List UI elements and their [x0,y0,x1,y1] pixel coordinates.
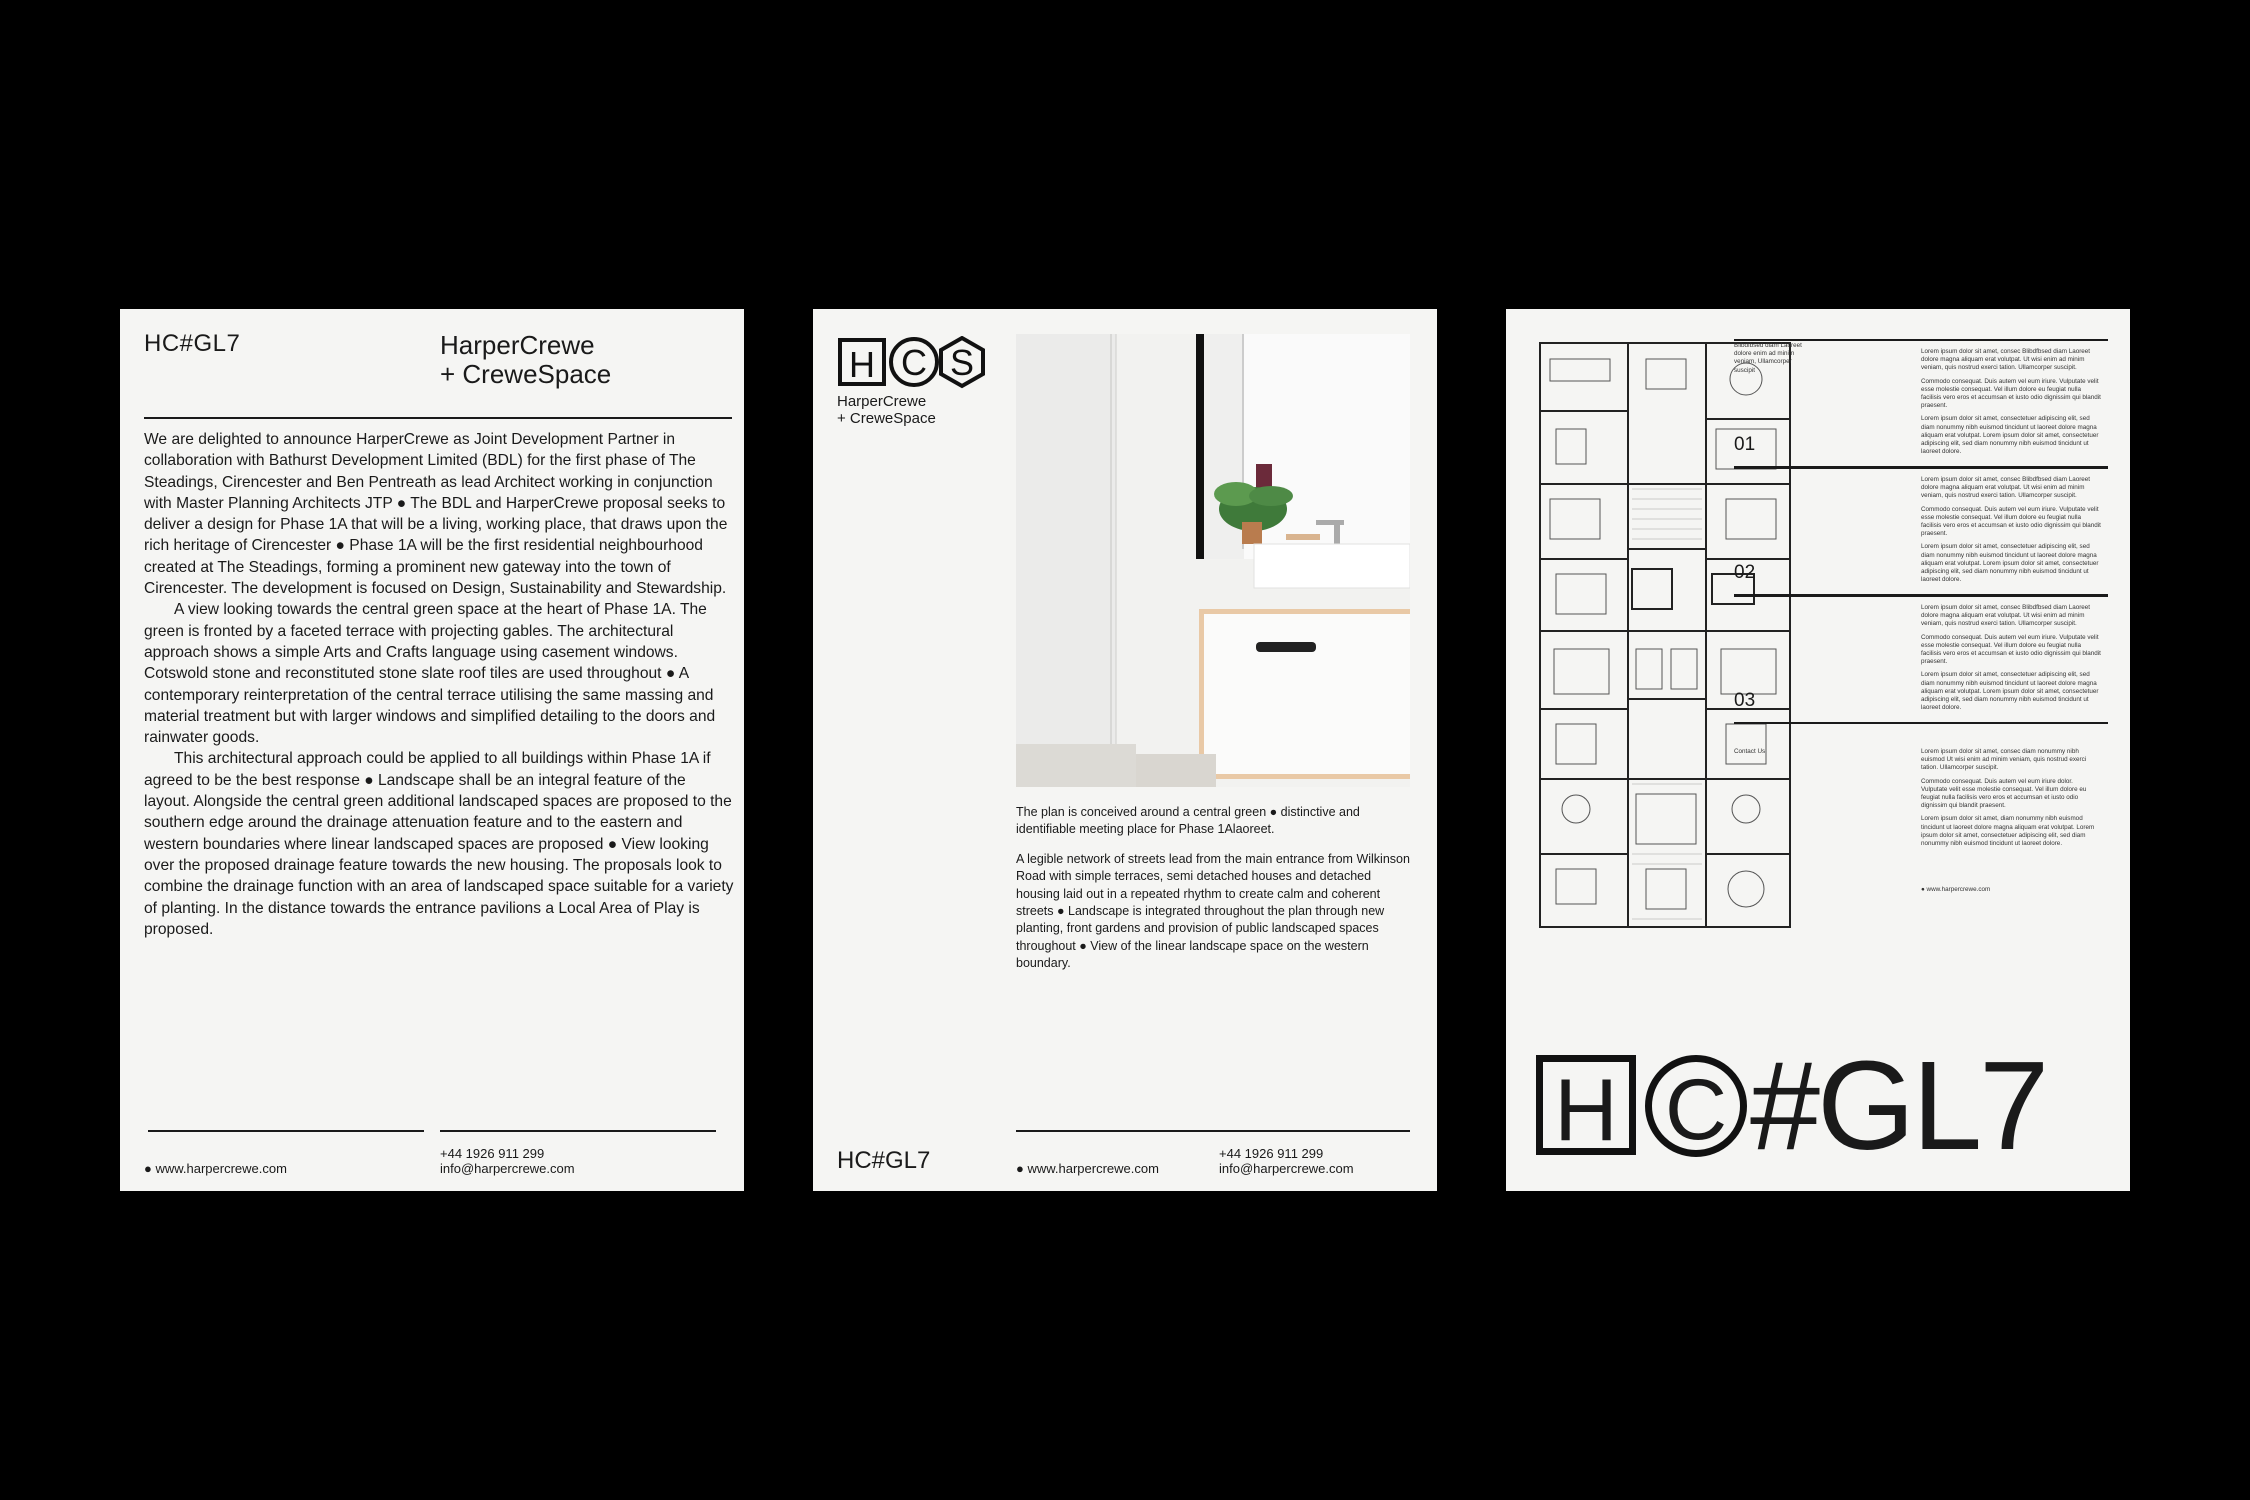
body-paragraph: We are delighted to announce HarperCrewe as Joint Development Partner in collaboration with Bathurst Development Limited (BDL) for the first phase of The Steadings, Cirencester and Ben Pentreath as lead Architect working in conjunction with Master Planning Architects JTP ● The BDL and HarperCrewe proposal seeks to deliver a design for Phase 1A that will be a living, working place, that draws upon the rich heritage of Cirencester ● Phase 1A will be the first residential neighbourhood created at The Steadings, forming a prominent new gateway into the town of Cirencester. The development is focused on Design, Sustainability and Stewardship. [144,431,728,598]
hcs-logo-mark [837,336,987,392]
boxed-h [1536,1055,1636,1159]
section-paragraph: Lorem ipsum dolor sit amet, consec Blibdfbsed diam Laoreet dolore magna aliquam erat volutpat. Ut wisi enim ad minim veniam, quis nostrud exerci tation. Ullamcorper suscipit. [1921,348,2091,372]
circled-c-letter: C [1664,1062,1728,1158]
phone-number[interactable]: +44 1926 911 299 [440,1146,545,1161]
section-paragraph: Lorem ipsum dolor sit amet, consec Blibdfbsed diam Laoreet dolore magna aliquam erat volutpat. Ut wisi enim ad minim veniam, quis nostrud exerci tation. Ullamcorper suscipit. [1921,604,2091,628]
hcs-logo [837,336,987,392]
brand-line-2: + CreweSpace [837,410,936,427]
body-paragraph: A view looking towards the central green space at the heart of Phase 1A. The green is fronted by a faceted terrace with projecting gables. The architectural approach shows a simple Arts and Crafts language using casement windows. Cotswold stone and reconstituted stone slate roof tiles are used throughout ● A contemporary reinterpretation of the central terrace utilising the same massing and material treatment but with larger windows and simplified detailing to the doors and rainwater goods. [144,601,716,747]
section-number: 03 [1734,690,1756,711]
section-text [1921,348,2101,461]
page-brochure [813,309,1437,1191]
email-address[interactable]: info@harpercrewe.com [1219,1161,1354,1176]
brand-line-2: + CreweSpace [440,359,612,390]
footer-rule-right [440,1130,716,1132]
section-03 [1734,595,2108,723]
project-code: HC#GL7 [837,1147,931,1174]
section-paragraph: Lorem ipsum dolor sit amet, consectetuer adipiscing elit, sed diam nonummy nibh euismod tincidunt ut laoreet dolore magna aliquam erat volutpat. Lorem ipsum dolor sit amet, consectetuer adipiscing elit, sed diam nonummy nibh euismod tincidunt ut laoreet dolore. [1921,415,2099,456]
page-letter [120,309,744,1191]
code-rest: #GL7 [1750,1035,2047,1176]
caption-block [1016,804,1411,985]
large-project-code [1536,1035,2096,1176]
page-floorplan [1506,309,2130,1191]
section-text [1921,604,2101,717]
logo-letter-s: S [949,342,975,383]
project-code: HC#GL7 [144,330,241,357]
contact-paragraph: Lorem ipsum dolor sit amet, consec diam nonummy nibh euismod Ut wisi enim ad minim veniam, quis nostrud exerci tation. Ullamcorper suscipit. [1921,748,2087,772]
brand-name [440,331,611,389]
contact-label: Contact Us [1734,748,1766,755]
section-number: 01 [1734,434,1756,455]
section-paragraph: Lorem ipsum dolor sit amet, consectetuer adipiscing elit, sed diam nonummy nibh euismod tincidunt ut laoreet dolore magna aliquam erat volutpat. Lorem ipsum dolor sit amet, consectetuer adipiscing elit, sed diam nonummy nibh euismod tincidunt ut laoreet dolore. [1921,543,2099,584]
contact-block [440,1146,575,1176]
section-paragraph: Lorem ipsum dolor sit amet, consec Blibdfbsed diam Laoreet dolore magna aliquam erat volutpat. Ut wisi enim ad minim veniam, quis nostrud exerci tation. Ullamcorper suscipit. [1921,476,2091,500]
logo-letter-h: H [849,344,875,385]
section-rule [1734,595,2108,597]
brand-line-1: HarperCrewe [440,330,595,360]
contact-text [1921,748,2101,853]
brand-line-1: HarperCrewe [837,393,927,410]
section-paragraph: Commodo consequat. Duis autem vel eum iriure. Vulputate velit esse molestie consequat. Vel illum dolore eu feugiat nulla facilisis vero eros et accumsan et iusto odio dignissim qui blandit praesent. [1921,633,2101,666]
website-link[interactable]: ● www.harpercrewe.com [1921,886,1991,893]
bathroom-photo [1016,334,1410,787]
contact-block [1219,1146,1354,1176]
section-rule [1734,722,2108,724]
logo-letter-c: C [901,342,927,383]
section-paragraph: Lorem ipsum dolor sit amet, consectetuer adipiscing elit, sed diam nonummy nibh euismod tincidunt ut laoreet dolore magna aliquam erat volutpat. Lorem ipsum dolor sit amet, consectetuer adipiscing elit, sed diam nonummy nibh euismod tincidunt ut laoreet dolore. [1921,671,2099,712]
brand-name [837,393,936,427]
email-address[interactable]: info@harpercrewe.com [440,1161,575,1176]
boxed-h-letter: H [1554,1060,1618,1159]
section-paragraph: Commodo consequat. Duis autem vel eum iriure. Vulputate velit esse molestie consequat. Vel illum dolore eu feugiat nulla facilisis vero eros et accumsan et iusto odio dignissim qui blandit praesent. [1921,505,2101,538]
section-number: 02 [1734,562,1756,583]
phone-number[interactable]: +44 1926 911 299 [1219,1146,1324,1161]
section-paragraph: Commodo consequat. Duis autem vel eum iriure. Vulputate velit esse molestie consequat. Vel illum dolore eu feugiat nulla facilisis vero eros et accumsan et iusto odio dignissim qui blandit praesent. [1921,377,2101,410]
section-01 [1734,339,2108,467]
body-copy [144,429,734,940]
website-link[interactable]: ● www.harpercrewe.com [1016,1161,1159,1176]
side-label: Blibdfbsed diam Laoreet dolore enim ad minim veniam, Ullamcorper suscipit [1734,342,1802,374]
footer-rule [1016,1130,1410,1132]
caption-2: A legible network of streets lead from the main entrance from Wilkinson Road with simple terraces, semi detached houses and detached housing laid out in a repeated rhythm to create calm and coherent streets ● Landscape is integrated throughout the plan through new planting, front gardens and provision of public landscaped spaces throughout ● View of the linear landscape space on the western boundary. [1016,851,1410,971]
caption-1: The plan is conceived around a central green ● distinctive and identifiable meeting place for Phase 1Alaoreet. [1016,805,1360,837]
section-02 [1734,467,2108,595]
section-rule [1734,339,2108,341]
bathroom-illustration [1016,334,1410,787]
contact-paragraph: Commodo consequat. Duis autem vel eum iriure dolor. Vulputate velit esse molestie consequat. Vel illum dolore eu feugiat nulla facilisis vero eros et accumsan et iusto odio dignissim qui blandit praesent. [1921,777,2087,810]
header-rule [144,417,732,419]
section-text [1921,476,2101,589]
footer-rule-left [148,1130,424,1132]
contact-paragraph: Lorem ipsum dolor sit amet, diam nonummy nibh euismod tincidunt ut laoreet dolore magna aliquam erat volutpat. Lorem ipsum dolor sit amet, consectetuer adipiscing elit, sed diam nonummy nibh euismod tincidunt ut laoreet dolore. [1921,815,2095,848]
section-rule [1734,467,2108,469]
website-link[interactable]: ● www.harpercrewe.com [144,1161,287,1176]
circled-c [1645,1055,1747,1157]
body-paragraph: This architectural approach could be applied to all buildings within Phase 1A if agreed to be the best response ● Landscape shall be an integral feature of the layout. Alongside the central green additional landscaped spaces are proposed to the southern edge around the drainage attenuation feature and to the eastern and western boundaries where linear landscaped spaces are proposed ● View looking over the proposed drainage feature towards the new housing. The proposals look to combine the drainage function with an area of landscaped space suitable for a variety of planting. In the distance towards the entrance pavilions a Local Area of Play is proposed. [144,750,734,938]
